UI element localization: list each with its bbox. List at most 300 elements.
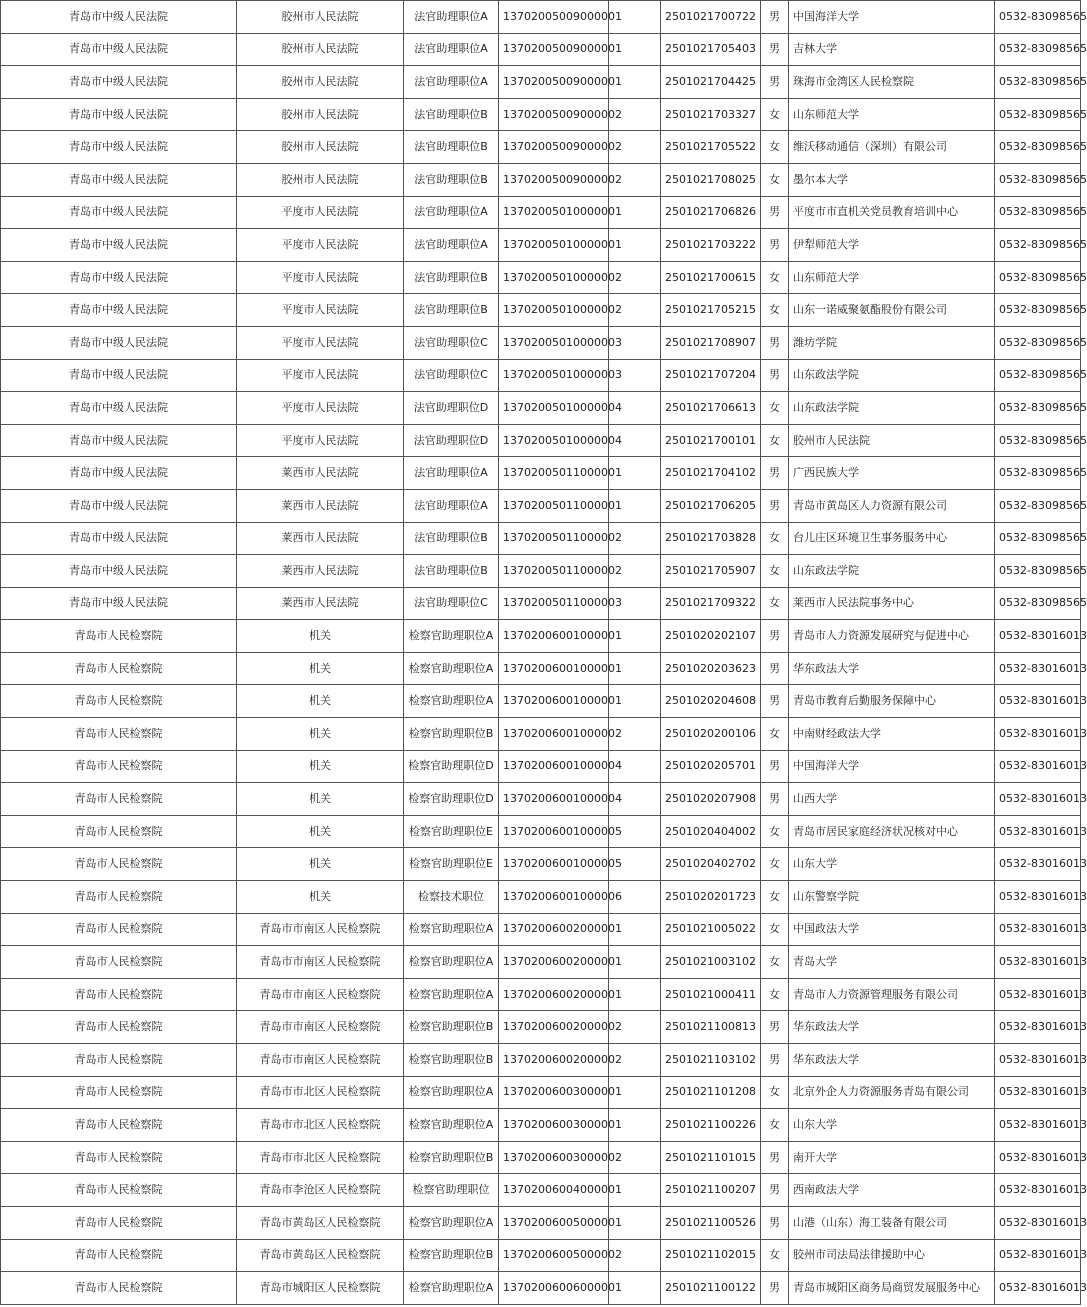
- table-row: [1, 489, 1081, 522]
- employer-cell: 青岛市中级人民法院: [1, 555, 237, 588]
- employer-cell: 青岛市人民检察院: [1, 1044, 237, 1077]
- employer-cell: 青岛市人民检察院: [1, 1239, 237, 1272]
- position-code-cell: 13702005010000001: [499, 196, 609, 229]
- position-code-cell: 13702005011000001: [499, 489, 609, 522]
- table-row: [1, 783, 1081, 816]
- table-row: [1, 392, 1081, 425]
- exam-number-cell: 2501020402702: [661, 848, 761, 881]
- position-cell: 检察官助理职位A: [404, 946, 499, 979]
- position-code-cell: 13702005009000001: [499, 33, 609, 66]
- phone-cell: 0532-83016013: [995, 815, 1081, 848]
- phone-cell: 0532-83098565: [995, 163, 1081, 196]
- gender-cell: 女: [761, 392, 789, 425]
- position-code-cell: 13702006005000002: [499, 1239, 609, 1272]
- table-row: [1, 1044, 1081, 1077]
- position-cell: 法官助理职位A: [404, 1, 499, 34]
- unit-cell: 莱西市人民法院: [237, 489, 404, 522]
- exam-number-cell: 2501021100526: [661, 1206, 761, 1239]
- exam-number-cell: 2501021706205: [661, 489, 761, 522]
- position-code-cell: 13702005010000003: [499, 359, 609, 392]
- phone-cell: 0532-83016013: [995, 848, 1081, 881]
- position-cell: 法官助理职位A: [404, 229, 499, 262]
- employer-cell: 青岛市中级人民法院: [1, 1, 237, 34]
- employer-cell: 青岛市人民检察院: [1, 1076, 237, 1109]
- unit-cell: 机关: [237, 620, 404, 653]
- table-row: [1, 555, 1081, 588]
- phone-cell: 0532-83016013: [995, 1272, 1081, 1305]
- phone-cell: 0532-83098565: [995, 489, 1081, 522]
- phone-cell: 0532-83098565: [995, 555, 1081, 588]
- employer-cell: 青岛市中级人民法院: [1, 522, 237, 555]
- workplace-cell: 山东师范大学: [789, 261, 995, 294]
- position-code-cell: 13702005009000002: [499, 98, 609, 131]
- table-row: [1, 229, 1081, 262]
- unit-cell: 胶州市人民法院: [237, 163, 404, 196]
- workplace-cell: 青岛大学: [789, 946, 995, 979]
- position-cell: 检察官助理职位A: [404, 685, 499, 718]
- employer-cell: 青岛市中级人民法院: [1, 131, 237, 164]
- employer-cell: 青岛市中级人民法院: [1, 424, 237, 457]
- workplace-cell: 平度市市直机关党员教育培训中心: [789, 196, 995, 229]
- employer-cell: 青岛市中级人民法院: [1, 98, 237, 131]
- employer-cell: 青岛市人民检察院: [1, 815, 237, 848]
- employer-cell: 青岛市人民检察院: [1, 1272, 237, 1305]
- position-code-cell: 13702005009000002: [499, 131, 609, 164]
- employer-cell: 青岛市人民检察院: [1, 718, 237, 751]
- table-row: [1, 848, 1081, 881]
- table-row: [1, 294, 1081, 327]
- position-code-cell: 13702005010000002: [499, 261, 609, 294]
- exam-number-cell: 2501021708907: [661, 326, 761, 359]
- workplace-cell: 山东政法学院: [789, 555, 995, 588]
- workplace-cell: 青岛市城阳区商务局商贸发展服务中心: [789, 1272, 995, 1305]
- position-cell: 检察官助理职位E: [404, 815, 499, 848]
- position-cell: 检察官助理职位B: [404, 1239, 499, 1272]
- position-code-cell: 13702006002000001: [499, 978, 609, 1011]
- position-cell: 检察官助理职位B: [404, 1011, 499, 1044]
- gender-cell: 女: [761, 261, 789, 294]
- position-cell: 法官助理职位A: [404, 196, 499, 229]
- position-code-cell: 13702006001000001: [499, 652, 609, 685]
- exam-number-cell: 2501021708025: [661, 163, 761, 196]
- gender-cell: 女: [761, 718, 789, 751]
- table-row: [1, 685, 1081, 718]
- workplace-cell: 山东师范大学: [789, 98, 995, 131]
- table-row: [1, 652, 1081, 685]
- exam-number-cell: 2501020404002: [661, 815, 761, 848]
- table-row: [1, 1174, 1081, 1207]
- position-code-cell: 13702006001000002: [499, 718, 609, 751]
- gender-cell: 女: [761, 848, 789, 881]
- table-row: [1, 457, 1081, 490]
- position-code-cell: 13702005010000003: [499, 326, 609, 359]
- position-code-cell: 13702005010000004: [499, 424, 609, 457]
- unit-cell: 胶州市人民法院: [237, 66, 404, 99]
- employer-cell: 青岛市人民检察院: [1, 913, 237, 946]
- position-code-cell: 13702005009000001: [499, 1, 609, 34]
- workplace-cell: 青岛市人力资源发展研究与促进中心: [789, 620, 995, 653]
- position-cell: 检察官助理职位A: [404, 620, 499, 653]
- employer-cell: 青岛市人民检察院: [1, 750, 237, 783]
- gender-cell: 男: [761, 750, 789, 783]
- unit-cell: 青岛市市北区人民检察院: [237, 1109, 404, 1142]
- exam-number-cell: 2501021704425: [661, 66, 761, 99]
- gender-cell: 女: [761, 815, 789, 848]
- workplace-cell: 山东政法学院: [789, 392, 995, 425]
- unit-cell: 青岛市黄岛区人民检察院: [237, 1206, 404, 1239]
- position-code-cell: 13702005009000002: [499, 163, 609, 196]
- workplace-cell: 吉林大学: [789, 33, 995, 66]
- position-cell: 法官助理职位D: [404, 392, 499, 425]
- exam-number-cell: 2501021706613: [661, 392, 761, 425]
- position-code-cell: 13702006001000005: [499, 848, 609, 881]
- employer-cell: 青岛市中级人民法院: [1, 359, 237, 392]
- position-cell: 检察官助理职位: [404, 1174, 499, 1207]
- table-row: [1, 587, 1081, 620]
- exam-number-cell: 2501020203623: [661, 652, 761, 685]
- employer-cell: 青岛市人民检察院: [1, 620, 237, 653]
- workplace-cell: 胶州市人民法院: [789, 424, 995, 457]
- position-cell: 检察官助理职位A: [404, 1206, 499, 1239]
- position-cell: 检察官助理职位A: [404, 1272, 499, 1305]
- position-cell: 检察官助理职位A: [404, 913, 499, 946]
- exam-number-cell: 2501020205701: [661, 750, 761, 783]
- employer-cell: 青岛市中级人民法院: [1, 66, 237, 99]
- phone-cell: 0532-83098565: [995, 131, 1081, 164]
- exam-number-cell: 2501021705522: [661, 131, 761, 164]
- position-code-cell: 13702006003000001: [499, 1076, 609, 1109]
- exam-number-cell: 2501021703222: [661, 229, 761, 262]
- workplace-cell: 山东大学: [789, 1109, 995, 1142]
- exam-number-cell: 2501021705403: [661, 33, 761, 66]
- phone-cell: 0532-83016013: [995, 620, 1081, 653]
- employer-cell: 青岛市人民检察院: [1, 946, 237, 979]
- exam-number-cell: 2501021700101: [661, 424, 761, 457]
- table-row: [1, 424, 1081, 457]
- position-code-cell: 13702005010000002: [499, 294, 609, 327]
- workplace-cell: 山东一诺威聚氨酯股份有限公司: [789, 294, 995, 327]
- gender-cell: 男: [761, 783, 789, 816]
- workplace-cell: 山东政法学院: [789, 359, 995, 392]
- exam-number-cell: 2501021101015: [661, 1141, 761, 1174]
- table-row: [1, 718, 1081, 751]
- position-cell: 检察官助理职位E: [404, 848, 499, 881]
- phone-cell: 0532-83016013: [995, 1011, 1081, 1044]
- exam-number-cell: 2501021707204: [661, 359, 761, 392]
- unit-cell: 平度市人民法院: [237, 326, 404, 359]
- table-row: [1, 1076, 1081, 1109]
- workplace-cell: 中国政法大学: [789, 913, 995, 946]
- table-row: [1, 326, 1081, 359]
- unit-cell: 莱西市人民法院: [237, 457, 404, 490]
- position-cell: 法官助理职位B: [404, 261, 499, 294]
- employer-cell: 青岛市人民检察院: [1, 783, 237, 816]
- phone-cell: 0532-83098565: [995, 587, 1081, 620]
- workplace-cell: 墨尔本大学: [789, 163, 995, 196]
- position-cell: 法官助理职位A: [404, 457, 499, 490]
- phone-cell: 0532-83098565: [995, 66, 1081, 99]
- unit-cell: 机关: [237, 718, 404, 751]
- table-row: [1, 1272, 1081, 1305]
- workplace-cell: 胶州市司法局法律援助中心: [789, 1239, 995, 1272]
- gender-cell: 男: [761, 1011, 789, 1044]
- exam-number-cell: 2501020201723: [661, 881, 761, 914]
- exam-number-cell: 2501021100207: [661, 1174, 761, 1207]
- employer-cell: 青岛市人民检察院: [1, 848, 237, 881]
- position-code-cell: 13702006001000001: [499, 620, 609, 653]
- exam-number-cell: 2501021705215: [661, 294, 761, 327]
- unit-cell: 胶州市人民法院: [237, 131, 404, 164]
- exam-number-cell: 2501021102015: [661, 1239, 761, 1272]
- position-code-cell: 13702005009000001: [499, 66, 609, 99]
- workplace-cell: 中南财经政法大学: [789, 718, 995, 751]
- workplace-cell: 山西大学: [789, 783, 995, 816]
- employer-cell: 青岛市中级人民法院: [1, 33, 237, 66]
- gender-cell: 女: [761, 1076, 789, 1109]
- employer-cell: 青岛市中级人民法院: [1, 392, 237, 425]
- gender-cell: 女: [761, 978, 789, 1011]
- table-row: [1, 815, 1081, 848]
- gender-cell: 女: [761, 98, 789, 131]
- phone-cell: 0532-83016013: [995, 978, 1081, 1011]
- unit-cell: 机关: [237, 685, 404, 718]
- unit-cell: 胶州市人民法院: [237, 33, 404, 66]
- unit-cell: 平度市人民法院: [237, 359, 404, 392]
- position-code-cell: 13702005010000004: [499, 392, 609, 425]
- employer-cell: 青岛市人民检察院: [1, 1141, 237, 1174]
- employer-cell: 青岛市中级人民法院: [1, 326, 237, 359]
- gender-cell: 男: [761, 457, 789, 490]
- gender-cell: 男: [761, 1, 789, 34]
- unit-cell: 机关: [237, 815, 404, 848]
- position-code-cell: 13702006001000004: [499, 750, 609, 783]
- position-code-cell: 13702005011000002: [499, 555, 609, 588]
- position-code-cell: 13702006004000001: [499, 1174, 609, 1207]
- exam-number-cell: 2501020202107: [661, 620, 761, 653]
- unit-cell: 青岛市市南区人民检察院: [237, 946, 404, 979]
- workplace-cell: 山港（山东）海工装备有限公司: [789, 1206, 995, 1239]
- phone-cell: 0532-83016013: [995, 1076, 1081, 1109]
- employer-cell: 青岛市人民检察院: [1, 1174, 237, 1207]
- table-row: [1, 620, 1081, 653]
- position-code-cell: 13702006002000001: [499, 913, 609, 946]
- unit-cell: 青岛市市南区人民检察院: [237, 913, 404, 946]
- exam-number-cell: 2501020207908: [661, 783, 761, 816]
- table-row: [1, 1206, 1081, 1239]
- unit-cell: 平度市人民法院: [237, 196, 404, 229]
- phone-cell: 0532-83016013: [995, 718, 1081, 751]
- exam-number-cell: 2501021100813: [661, 1011, 761, 1044]
- table-row: [1, 131, 1081, 164]
- table-row: [1, 359, 1081, 392]
- gender-cell: 女: [761, 881, 789, 914]
- phone-cell: 0532-83098565: [995, 1, 1081, 34]
- workplace-cell: 伊犁师范大学: [789, 229, 995, 262]
- table-row: [1, 98, 1081, 131]
- exam-number-cell: 2501021700722: [661, 1, 761, 34]
- unit-cell: 青岛市市南区人民检察院: [237, 1011, 404, 1044]
- exam-number-cell: 2501020204608: [661, 685, 761, 718]
- gender-cell: 女: [761, 555, 789, 588]
- workplace-cell: 潍坊学院: [789, 326, 995, 359]
- unit-cell: 平度市人民法院: [237, 261, 404, 294]
- exam-number-cell: 2501021709322: [661, 587, 761, 620]
- position-cell: 法官助理职位B: [404, 522, 499, 555]
- gender-cell: 女: [761, 1239, 789, 1272]
- position-code-cell: 13702006006000001: [499, 1272, 609, 1305]
- workplace-cell: 青岛市黄岛区人力资源有限公司: [789, 489, 995, 522]
- table-row: [1, 163, 1081, 196]
- unit-cell: 莱西市人民法院: [237, 522, 404, 555]
- table-row: [1, 261, 1081, 294]
- phone-cell: 0532-83098565: [995, 326, 1081, 359]
- phone-cell: 0532-83016013: [995, 750, 1081, 783]
- exam-number-cell: 2501021700615: [661, 261, 761, 294]
- gender-cell: 女: [761, 424, 789, 457]
- phone-cell: 0532-83016013: [995, 1239, 1081, 1272]
- employer-cell: 青岛市中级人民法院: [1, 489, 237, 522]
- position-cell: 法官助理职位B: [404, 98, 499, 131]
- table-row: [1, 66, 1081, 99]
- workplace-cell: 西南政法大学: [789, 1174, 995, 1207]
- phone-cell: 0532-83016013: [995, 913, 1081, 946]
- exam-number-cell: 2501021005022: [661, 913, 761, 946]
- gender-cell: 男: [761, 652, 789, 685]
- gender-cell: 男: [761, 196, 789, 229]
- position-cell: 法官助理职位B: [404, 294, 499, 327]
- position-cell: 检察官助理职位B: [404, 1044, 499, 1077]
- gender-cell: 男: [761, 1206, 789, 1239]
- unit-cell: 青岛市市南区人民检察院: [237, 1044, 404, 1077]
- unit-cell: 青岛市市南区人民检察院: [237, 978, 404, 1011]
- gender-cell: 男: [761, 1272, 789, 1305]
- unit-cell: 平度市人民法院: [237, 294, 404, 327]
- phone-cell: 0532-83098565: [995, 98, 1081, 131]
- workplace-cell: 北京外企人力资源服务青岛有限公司: [789, 1076, 995, 1109]
- unit-cell: 青岛市市北区人民检察院: [237, 1141, 404, 1174]
- table-row: [1, 1141, 1081, 1174]
- workplace-cell: 青岛市人力资源管理服务有限公司: [789, 978, 995, 1011]
- employer-cell: 青岛市人民检察院: [1, 1206, 237, 1239]
- employer-cell: 青岛市中级人民法院: [1, 196, 237, 229]
- exam-number-cell: 2501021100226: [661, 1109, 761, 1142]
- position-code-cell: 13702006003000001: [499, 1109, 609, 1142]
- unit-cell: 平度市人民法院: [237, 424, 404, 457]
- phone-cell: 0532-83098565: [995, 261, 1081, 294]
- phone-cell: 0532-83016013: [995, 1206, 1081, 1239]
- position-code-cell: 13702006001000004: [499, 783, 609, 816]
- table-row: [1, 1, 1081, 34]
- position-cell: 检察官助理职位A: [404, 1076, 499, 1109]
- employer-cell: 青岛市人民检察院: [1, 978, 237, 1011]
- position-cell: 检察官助理职位A: [404, 652, 499, 685]
- employer-cell: 青岛市中级人民法院: [1, 587, 237, 620]
- position-code-cell: 13702006002000001: [499, 946, 609, 979]
- workplace-cell: 南开大学: [789, 1141, 995, 1174]
- phone-cell: 0532-83016013: [995, 1109, 1081, 1142]
- exam-number-cell: 2501021705907: [661, 555, 761, 588]
- table-row: [1, 196, 1081, 229]
- position-code-cell: 13702006001000005: [499, 815, 609, 848]
- unit-cell: 机关: [237, 783, 404, 816]
- exam-number-cell: 2501021101208: [661, 1076, 761, 1109]
- unit-cell: 机关: [237, 750, 404, 783]
- phone-cell: 0532-83016013: [995, 652, 1081, 685]
- position-code-cell: 13702005010000001: [499, 229, 609, 262]
- position-code-cell: 13702005011000001: [499, 457, 609, 490]
- phone-cell: 0532-83098565: [995, 457, 1081, 490]
- workplace-cell: 华东政法大学: [789, 652, 995, 685]
- employer-cell: 青岛市人民检察院: [1, 685, 237, 718]
- gender-cell: 女: [761, 163, 789, 196]
- employer-cell: 青岛市中级人民法院: [1, 229, 237, 262]
- workplace-cell: 广西民族大学: [789, 457, 995, 490]
- position-cell: 检察官助理职位D: [404, 783, 499, 816]
- gender-cell: 女: [761, 522, 789, 555]
- exam-number-cell: 2501021703327: [661, 98, 761, 131]
- position-code-cell: 13702005011000002: [499, 522, 609, 555]
- position-cell: 检察官助理职位B: [404, 1141, 499, 1174]
- workplace-cell: 青岛市居民家庭经济状况核对中心: [789, 815, 995, 848]
- position-cell: 检察官助理职位A: [404, 978, 499, 1011]
- gender-cell: 男: [761, 685, 789, 718]
- phone-cell: 0532-83016013: [995, 1044, 1081, 1077]
- gender-cell: 女: [761, 946, 789, 979]
- employer-cell: 青岛市中级人民法院: [1, 457, 237, 490]
- gender-cell: 女: [761, 131, 789, 164]
- gender-cell: 女: [761, 294, 789, 327]
- position-code-cell: 13702005011000003: [499, 587, 609, 620]
- workplace-cell: 山东大学: [789, 848, 995, 881]
- unit-cell: 胶州市人民法院: [237, 1, 404, 34]
- phone-cell: 0532-83016013: [995, 1174, 1081, 1207]
- position-cell: 检察官助理职位B: [404, 718, 499, 751]
- table-row: [1, 946, 1081, 979]
- exam-number-cell: 2501021100122: [661, 1272, 761, 1305]
- position-cell: 检察官助理职位A: [404, 1109, 499, 1142]
- position-cell: 法官助理职位B: [404, 555, 499, 588]
- unit-cell: 机关: [237, 881, 404, 914]
- unit-cell: 莱西市人民法院: [237, 587, 404, 620]
- position-cell: 法官助理职位B: [404, 163, 499, 196]
- phone-cell: 0532-83098565: [995, 229, 1081, 262]
- workplace-cell: 台儿庄区环境卫生事务服务中心: [789, 522, 995, 555]
- table-row: [1, 978, 1081, 1011]
- phone-cell: 0532-83016013: [995, 1141, 1081, 1174]
- gender-cell: 女: [761, 587, 789, 620]
- exam-number-cell: 2501021000411: [661, 978, 761, 1011]
- exam-number-cell: 2501020200106: [661, 718, 761, 751]
- table-row: [1, 881, 1081, 914]
- employer-cell: 青岛市人民检察院: [1, 1109, 237, 1142]
- unit-cell: 机关: [237, 652, 404, 685]
- gender-cell: 男: [761, 1044, 789, 1077]
- position-cell: 法官助理职位C: [404, 587, 499, 620]
- phone-cell: 0532-83098565: [995, 522, 1081, 555]
- unit-cell: 青岛市城阳区人民检察院: [237, 1272, 404, 1305]
- exam-number-cell: 2501021703828: [661, 522, 761, 555]
- phone-cell: 0532-83098565: [995, 424, 1081, 457]
- gender-cell: 男: [761, 326, 789, 359]
- table-row: [1, 522, 1081, 555]
- exam-number-cell: 2501021103102: [661, 1044, 761, 1077]
- employer-cell: 青岛市人民检察院: [1, 1011, 237, 1044]
- position-code-cell: 13702006003000002: [499, 1141, 609, 1174]
- exam-number-cell: 2501021706826: [661, 196, 761, 229]
- phone-cell: 0532-83098565: [995, 33, 1081, 66]
- phone-cell: 0532-83098565: [995, 294, 1081, 327]
- workplace-cell: 中国海洋大学: [789, 1, 995, 34]
